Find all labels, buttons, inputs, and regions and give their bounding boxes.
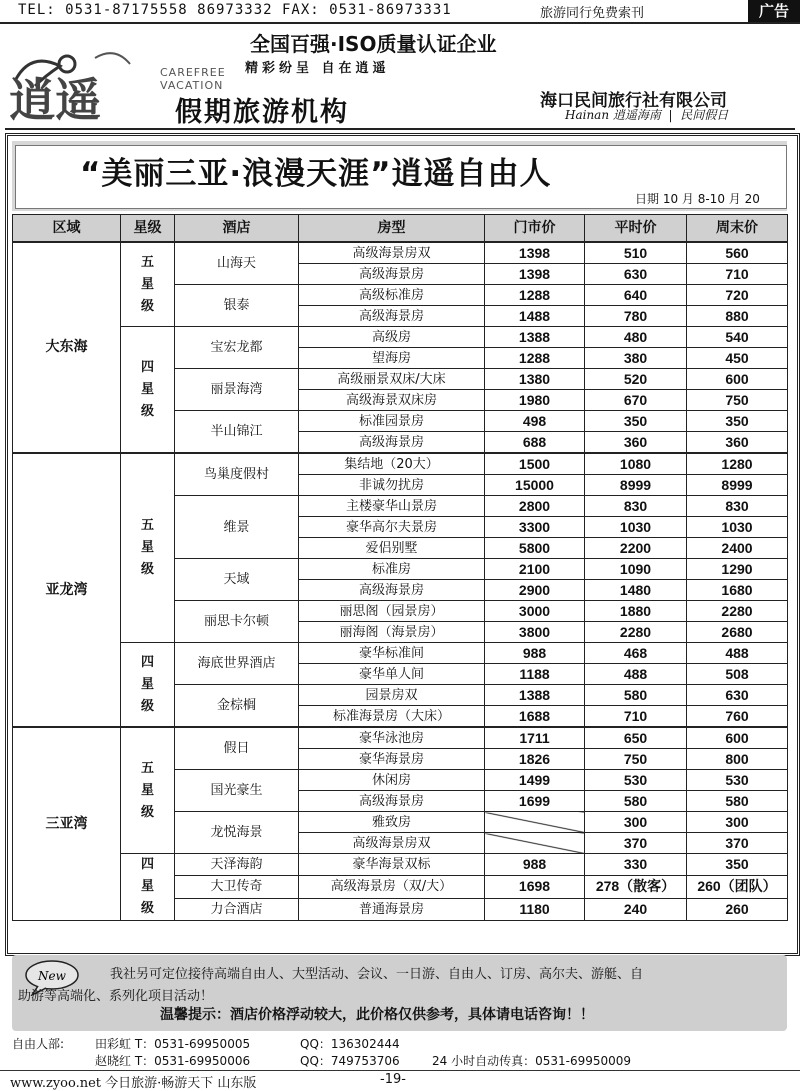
weekday-price-cell: 380 — [585, 348, 687, 369]
new-bubble-text: New — [38, 969, 66, 983]
room-cell: 集结地（20大） — [299, 453, 485, 475]
table-row — [13, 727, 788, 749]
weekday-price-cell: 1080 — [585, 453, 687, 475]
hotel-cell: 宝宏龙都 — [175, 327, 299, 369]
weekend-price-cell: 880 — [687, 306, 788, 327]
room-cell: 高级海景双床房 — [299, 390, 485, 411]
room-cell: 普通海景房 — [299, 898, 485, 920]
weekend-price-cell: 1030 — [687, 517, 788, 538]
hotel-cell: 银泰 — [175, 285, 299, 327]
room-cell: 高级海景房双 — [299, 242, 485, 264]
col-header-rack-price: 门市价 — [485, 215, 585, 243]
star-label: 四星级 — [141, 857, 155, 916]
weekday-price-cell: 2280 — [585, 622, 687, 643]
weekend-price-cell: 530 — [687, 770, 788, 791]
header-divider — [5, 128, 795, 130]
weekend-price-cell: 450 — [687, 348, 788, 369]
rack-price-cell: 2800 — [485, 496, 585, 517]
weekday-price-cell: 480 — [585, 327, 687, 348]
star-cell — [121, 327, 175, 454]
rack-price-cell: 1500 — [485, 453, 585, 475]
col-header-hotel: 酒店 — [175, 215, 299, 243]
star-cell — [121, 727, 175, 854]
weekend-price-cell: 560 — [687, 242, 788, 264]
region-cell: 三亚湾 — [13, 727, 121, 921]
rack-price-cell: 1699 — [485, 791, 585, 812]
weekend-price-cell: 600 — [687, 369, 788, 390]
room-cell: 高级海景房 — [299, 432, 485, 454]
hotel-cell: 天域 — [175, 559, 299, 601]
table-header-row — [13, 215, 788, 243]
rack-price-cell: 1980 — [485, 390, 585, 411]
weekday-price-cell: 510 — [585, 242, 687, 264]
room-cell: 高级海景房 — [299, 580, 485, 601]
hotel-cell: 丽思卡尔顿 — [175, 601, 299, 643]
weekend-price-cell: 1680 — [687, 580, 788, 601]
rack-price-cell — [485, 833, 585, 854]
logo-lettering: 逍遥 — [9, 73, 101, 126]
weekday-price-cell: 360 — [585, 432, 687, 454]
services-line-2: 助游等高端化、系列化项目活动！ — [18, 989, 214, 1004]
hotel-cell: 力合酒店 — [175, 898, 299, 920]
weekend-price-cell: 360 — [687, 432, 788, 454]
hainan-logo: Hainan 逍遥海南 — [565, 108, 661, 122]
hotel-cell: 山海天 — [175, 242, 299, 285]
star-label: 四星级 — [141, 654, 155, 714]
contact-person-1: 田彩虹 T：0531-69950005 — [95, 1037, 251, 1051]
contact-person-2: 赵晓红 T：0531-69950006 — [95, 1054, 251, 1068]
rack-price-cell: 1698 — [485, 876, 585, 898]
weekend-price-cell: 488 — [687, 643, 788, 664]
weekend-price-cell: 1280 — [687, 453, 788, 475]
room-cell: 高级海景房双 — [299, 833, 485, 854]
weekday-price-cell: 710 — [585, 706, 687, 728]
company-slogan: 全国百强·ISO质量认证企业 — [250, 32, 497, 56]
weekend-price-cell: 720 — [687, 285, 788, 306]
room-cell: 高级海景房 — [299, 306, 485, 327]
weekend-price-cell: 760 — [687, 706, 788, 728]
rack-price-cell: 498 — [485, 411, 585, 432]
contact-qq-2: QQ：749753706 — [300, 1054, 400, 1068]
minjian-logo: 民间假日 — [680, 108, 729, 122]
region-cell: 亚龙湾 — [13, 453, 121, 727]
weekend-price-cell: 350 — [687, 411, 788, 432]
room-cell: 标准海景房（大床） — [299, 706, 485, 728]
room-cell: 高级海景房 — [299, 791, 485, 812]
rack-price-cell: 5800 — [485, 538, 585, 559]
vacation-text: VACATION — [160, 79, 224, 92]
weekend-price-cell: 750 — [687, 390, 788, 411]
weekday-price-cell: 1030 — [585, 517, 687, 538]
footer-divider — [0, 1070, 800, 1071]
weekday-price-cell: 1880 — [585, 601, 687, 622]
table-row — [13, 854, 788, 876]
hotel-cell: 大卫传奇 — [175, 876, 299, 898]
weekday-price-cell: 670 — [585, 390, 687, 411]
contact-qq-1: QQ：136302444 — [300, 1037, 400, 1051]
carefree-text: CAREFREE — [160, 66, 226, 79]
rack-price-cell: 1180 — [485, 898, 585, 920]
rack-price-cell: 1688 — [485, 706, 585, 728]
star-label: 四星级 — [141, 359, 155, 419]
hotel-cell: 金棕榈 — [175, 685, 299, 728]
weekday-price-cell: 520 — [585, 369, 687, 390]
rack-price-cell: 1188 — [485, 664, 585, 685]
rack-price-cell: 988 — [485, 643, 585, 664]
rack-price-cell: 1388 — [485, 685, 585, 706]
room-cell: 豪华海景双标 — [299, 854, 485, 876]
table-row — [13, 643, 788, 664]
rack-price-cell: 1488 — [485, 306, 585, 327]
star-cell — [121, 453, 175, 643]
room-cell: 雅致房 — [299, 812, 485, 833]
star-cell — [121, 643, 175, 728]
page-number: -19- — [380, 1072, 406, 1087]
rack-price-cell: 3300 — [485, 517, 585, 538]
weekday-price-cell: 468 — [585, 643, 687, 664]
hotel-cell: 半山锦江 — [175, 411, 299, 454]
table-row — [13, 242, 788, 264]
top-bar — [0, 0, 800, 22]
rack-price-cell: 3800 — [485, 622, 585, 643]
room-cell: 高级丽景双床/大床 — [299, 369, 485, 390]
rack-price-cell: 1388 — [485, 327, 585, 348]
hotel-cell: 天泽海韵 — [175, 854, 299, 876]
room-cell: 高级标准房 — [299, 285, 485, 306]
rack-price-cell — [485, 812, 585, 833]
weekday-price-cell: 330 — [585, 854, 687, 876]
table-row — [13, 453, 788, 475]
rack-price-cell: 1398 — [485, 264, 585, 285]
weekday-price-cell: 2200 — [585, 538, 687, 559]
rack-price-cell: 1288 — [485, 348, 585, 369]
weekday-price-cell: 240 — [585, 898, 687, 920]
weekday-price-cell: 580 — [585, 791, 687, 812]
weekday-price-cell: 650 — [585, 727, 687, 749]
room-cell: 豪华标准间 — [299, 643, 485, 664]
weekend-price-cell: 370 — [687, 833, 788, 854]
brand-name: 假期旅游机构 — [175, 97, 349, 128]
room-cell: 休闲房 — [299, 770, 485, 791]
room-cell: 丽思阁（园景房） — [299, 601, 485, 622]
price-tip: 温馨提示：酒店价格浮动较大，此价格仅供参考，具体请电话咨询！！ — [160, 1007, 594, 1023]
col-header-weekend-price: 周末价 — [687, 215, 788, 243]
weekday-price-cell: 1090 — [585, 559, 687, 580]
weekday-price-cell: 630 — [585, 264, 687, 285]
weekday-price-cell: 350 — [585, 411, 687, 432]
room-cell: 标准园景房 — [299, 411, 485, 432]
col-header-weekday-price: 平时价 — [585, 215, 687, 243]
weekend-price-cell: 2280 — [687, 601, 788, 622]
contact-dept-label: 自由人部: — [12, 1037, 65, 1051]
weekend-price-cell: 1290 — [687, 559, 788, 580]
rack-price-cell: 1380 — [485, 369, 585, 390]
rack-price-cell: 2900 — [485, 580, 585, 601]
weekday-price-cell: 780 — [585, 306, 687, 327]
ad-badge: 广告 — [748, 0, 800, 22]
room-cell: 豪华高尔夫景房 — [299, 517, 485, 538]
carefree-logo — [5, 46, 155, 126]
partner-logos: Hainan 逍遥海南 | 民间假日 — [565, 108, 729, 122]
agency-name: 海口民间旅行社有限公司 — [540, 91, 727, 111]
rack-price-cell: 688 — [485, 432, 585, 454]
weekend-price-cell: 260 — [687, 898, 788, 920]
room-cell: 爱侣别墅 — [299, 538, 485, 559]
hotel-cell: 国光豪生 — [175, 770, 299, 812]
weekend-price-cell: 2400 — [687, 538, 788, 559]
weekday-price-cell: 1480 — [585, 580, 687, 601]
rack-price-cell: 1398 — [485, 242, 585, 264]
hotel-cell: 丽景海湾 — [175, 369, 299, 411]
valid-dates: 日期 10 月 8-10 月 20 — [635, 192, 760, 206]
room-cell: 丽海阁（海景房） — [299, 622, 485, 643]
room-cell: 园景房双 — [299, 685, 485, 706]
company-motto: 精彩纷呈 自在逍遥 — [245, 61, 390, 76]
col-header-room: 房型 — [299, 215, 485, 243]
footer-site: www.zyoo.net 今日旅游·畅游天下 山东版 — [10, 1076, 257, 1091]
room-cell: 高级房 — [299, 327, 485, 348]
room-cell: 标准房 — [299, 559, 485, 580]
room-cell: 豪华泳池房 — [299, 727, 485, 749]
price-table — [12, 214, 788, 921]
weekend-price-cell: 508 — [687, 664, 788, 685]
table-row — [13, 327, 788, 348]
hotel-cell: 鸟巢度假村 — [175, 453, 299, 496]
room-cell: 非诚勿扰房 — [299, 475, 485, 496]
weekend-price-cell: 600 — [687, 727, 788, 749]
rack-price-cell: 988 — [485, 854, 585, 876]
rack-price-cell: 1711 — [485, 727, 585, 749]
hotel-cell: 龙悦海景 — [175, 812, 299, 854]
weekend-price-cell: 580 — [687, 791, 788, 812]
room-cell: 豪华单人间 — [299, 664, 485, 685]
region-cell: 大东海 — [13, 242, 121, 453]
rack-price-cell: 1288 — [485, 285, 585, 306]
rack-price-cell: 15000 — [485, 475, 585, 496]
weekend-price-cell: 260（团队） — [687, 876, 788, 898]
hotel-cell: 海底世界酒店 — [175, 643, 299, 685]
col-header-star: 星级 — [121, 215, 175, 243]
weekend-price-cell: 300 — [687, 812, 788, 833]
rack-price-cell: 1826 — [485, 749, 585, 770]
rack-price-cell: 2100 — [485, 559, 585, 580]
room-cell: 望海房 — [299, 348, 485, 369]
weekday-price-cell: 488 — [585, 664, 687, 685]
page-title: “美丽三亚·浪漫天涯”逍遥自由人 — [80, 156, 552, 192]
star-label: 五星级 — [141, 760, 155, 820]
top-divider — [0, 22, 800, 24]
room-cell: 主楼豪华山景房 — [299, 496, 485, 517]
weekend-price-cell: 800 — [687, 749, 788, 770]
weekday-price-cell: 300 — [585, 812, 687, 833]
weekend-price-cell: 8999 — [687, 475, 788, 496]
rack-price-cell: 3000 — [485, 601, 585, 622]
weekend-price-cell: 630 — [687, 685, 788, 706]
weekend-price-cell: 830 — [687, 496, 788, 517]
hotel-cell: 维景 — [175, 496, 299, 559]
weekend-price-cell: 350 — [687, 854, 788, 876]
contact-numbers: TEL: 0531-87175558 86973332 FAX: 0531-86973331 — [18, 2, 452, 18]
contact-fax: 24 小时自动传真：0531-69950009 — [432, 1054, 632, 1068]
weekend-price-cell: 2680 — [687, 622, 788, 643]
weekday-price-cell: 580 — [585, 685, 687, 706]
weekday-price-cell: 8999 — [585, 475, 687, 496]
star-cell — [121, 242, 175, 327]
rack-price-cell: 1499 — [485, 770, 585, 791]
star-label: 五星级 — [141, 518, 155, 577]
room-cell: 高级海景房（双/大） — [299, 876, 485, 898]
weekday-price-cell: 370 — [585, 833, 687, 854]
weekday-price-cell: 830 — [585, 496, 687, 517]
weekday-price-cell: 640 — [585, 285, 687, 306]
carefree-vacation-label — [160, 66, 226, 92]
services-line-1: 我社另可定位接待高端自由人、大型活动、会议、一日游、自由人、订房、高尔夫、游艇、自 — [110, 967, 644, 982]
hotel-cell: 假日 — [175, 727, 299, 770]
weekday-price-cell: 278（散客） — [585, 876, 687, 898]
weekend-price-cell: 540 — [687, 327, 788, 348]
star-label: 五星级 — [141, 254, 155, 314]
weekday-price-cell: 530 — [585, 770, 687, 791]
weekday-price-cell: 750 — [585, 749, 687, 770]
room-cell: 高级海景房 — [299, 264, 485, 285]
room-cell: 豪华海景房 — [299, 749, 485, 770]
col-header-region: 区域 — [13, 215, 121, 243]
free-guide-label: 旅游同行免费索刊 — [540, 6, 645, 21]
weekend-price-cell: 710 — [687, 264, 788, 285]
star-cell — [121, 854, 175, 921]
